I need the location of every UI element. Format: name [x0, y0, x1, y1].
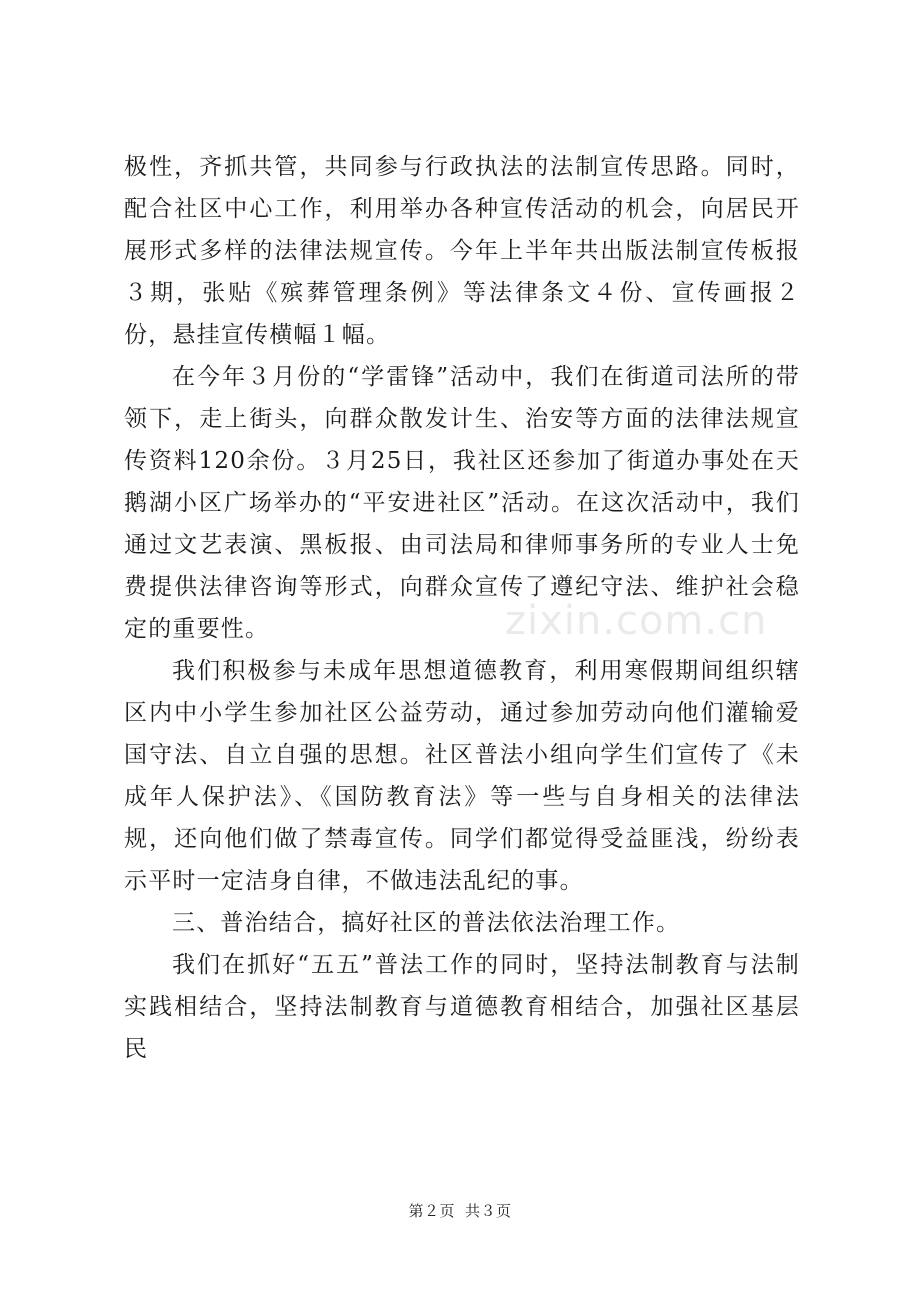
- paragraph-2: 在今年３月份的“学雷锋”活动中，我们在街道司法所的带领下，走上街头，向群众散发计生、治安等方面的法律法规宣传资料120余份。３月25日，我社区还参加了街道办事处在天鹅湖小区广场举办的“平安进社区”活动。在这次活动中，我们通过文艺表演、黑板报、由司法局和律师事务所的专业人士免费提供法律咨询等形式，向群众宣传了遵纪守法、维护社会稳定的重要性。: [124, 364, 800, 642]
- paragraph-5: 我们在抓好“五五”普法工作的同时，坚持法制教育与法制实践相结合，坚持法制教育与道德教育相结合，加强社区基层民: [124, 952, 800, 1062]
- page-footer: [0, 1200, 920, 1221]
- page-number: 第２页: [408, 1202, 455, 1220]
- paragraph-1: 极性，齐抓共管，共同参与行政执法的法制宣传思路。同时，配合社区中心工作，利用举办各种宣传活动的机会，向居民开展形式多样的法律法规宣传。今年上半年共出版法制宣传板报３期，张贴《殡葬管理条例》等法律条文４份、宣传画报２份，悬挂宣传横幅１幅。: [124, 154, 800, 348]
- page-total: 共３页: [465, 1202, 512, 1220]
- document-body: [124, 146, 800, 1070]
- section-heading-3: 三、普治结合，搞好社区的普法依法治理工作。: [172, 910, 681, 936]
- watermark: zixin.com.cn: [505, 598, 768, 644]
- paragraph-3: 我们积极参与未成年思想道德教育，利用寒假期间组织辖区内中小学生参加社区公益劳动，通过参加劳动向他们灌输爱国守法、自立自强的思想。社区普法小组向学生们宣传了《未成年人保护法》、《国防教育法》等一些与自身相关的法律法规，还向他们做了禁毒宣传。同学们都觉得受益匪浅，纷纷表示平时一定洁身自律，不做违法乱纪的事。: [124, 658, 800, 894]
